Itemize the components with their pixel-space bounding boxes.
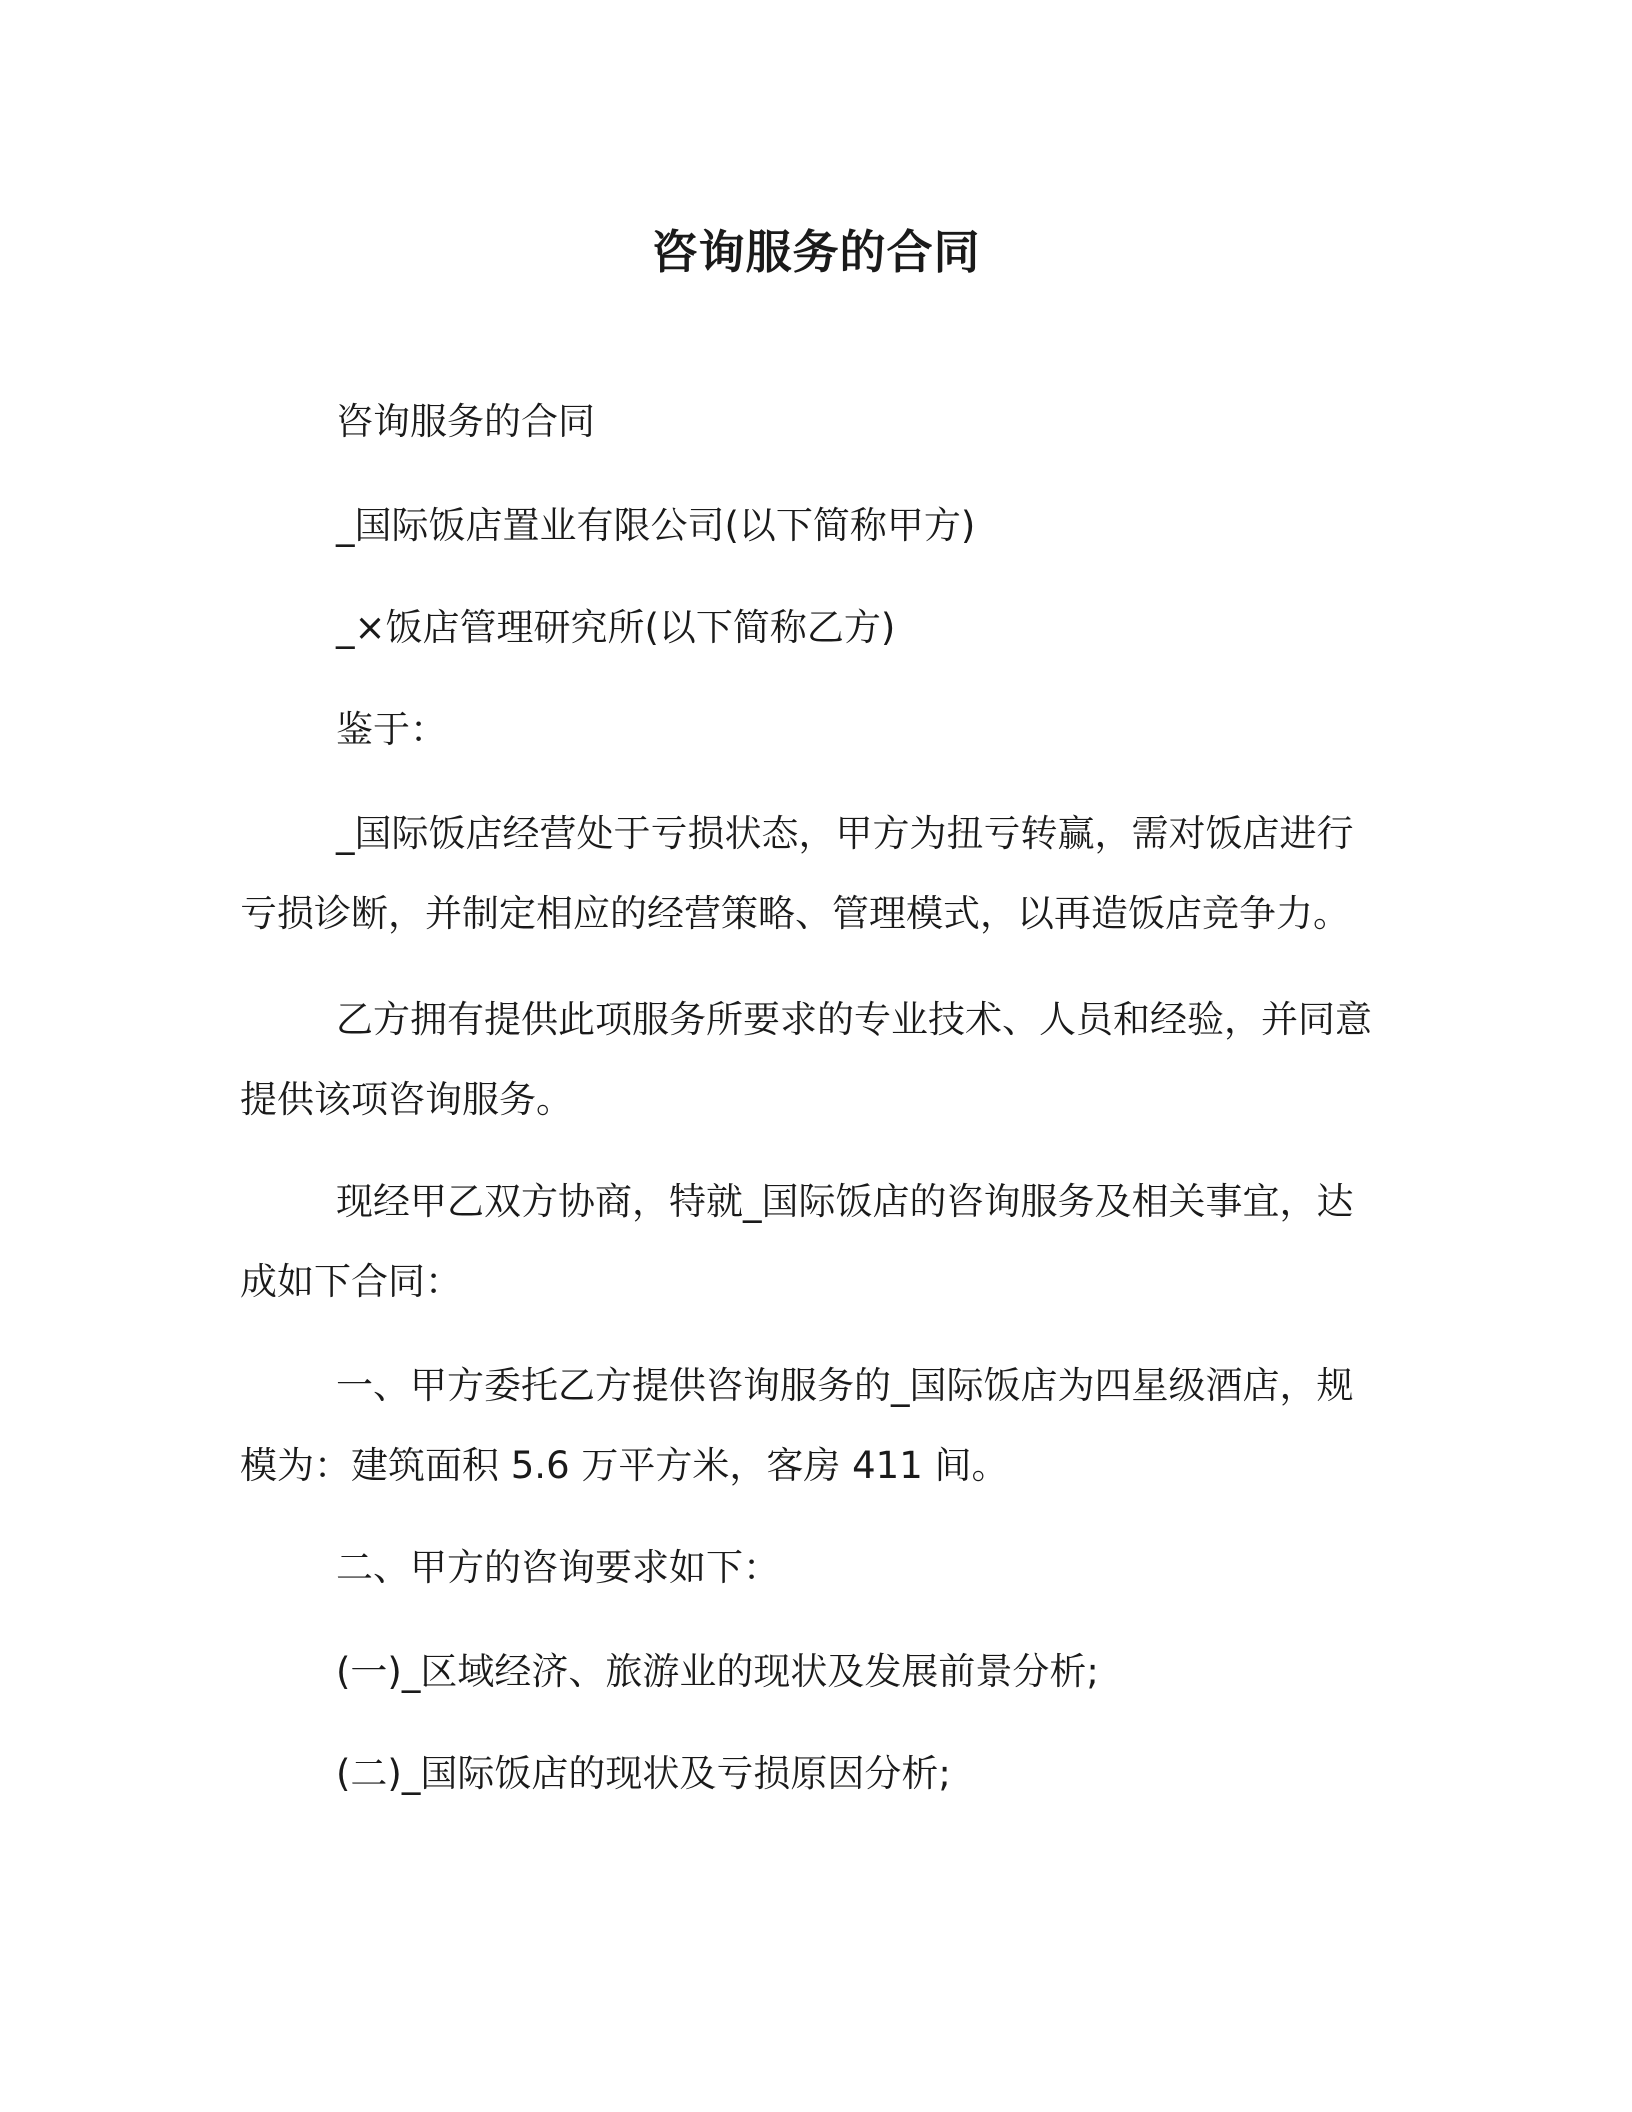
paragraph-text: 鉴于： <box>336 708 447 751</box>
paragraph-party-a <box>240 486 1390 566</box>
paragraph-text: _国际饭店置业有限公司(以下简称甲方) <box>336 504 976 547</box>
paragraph-agreement <box>240 1162 1390 1322</box>
paragraph-text: _国际饭店经营处于亏损状态，甲方为扭亏转赢，需对饭店进行亏损诊断，并制定相应的经营策略、管理模式，以再造饭店竞争力。 <box>240 812 1354 935</box>
paragraph-text: 乙方拥有提供此项服务所要求的专业技术、人员和经验，并同意提供该项咨询服务。 <box>240 998 1372 1121</box>
clause-two <box>240 1528 1390 1608</box>
paragraph-subtitle <box>240 382 1390 462</box>
paragraph-text: 咨询服务的合同 <box>336 400 595 443</box>
paragraph-text: 现经甲乙双方协商，特就_国际饭店的咨询服务及相关事宜，达成如下合同： <box>240 1180 1354 1303</box>
paragraph-party-b <box>240 588 1390 668</box>
paragraph-text: (一)_区域经济、旅游业的现状及发展前景分析; <box>336 1650 1099 1693</box>
clause-two-item-1 <box>240 1632 1390 1712</box>
paragraph-text: (二)_国际饭店的现状及亏损原因分析; <box>336 1752 951 1795</box>
paragraph-text: _×饭店管理研究所(以下简称乙方) <box>336 606 896 649</box>
paragraph-text: 一、甲方委托乙方提供咨询服务的_国际饭店为四星级酒店，规模为：建筑面积 5.6 万平方米，客房 411 间。 <box>240 1364 1354 1487</box>
paragraph-party-b-capability <box>240 980 1390 1140</box>
document-title: 咨询服务的合同 <box>651 225 981 279</box>
paragraph-whereas <box>240 690 1390 770</box>
clause-one <box>240 1346 1390 1506</box>
paragraph-text: 二、甲方的咨询要求如下： <box>336 1546 780 1589</box>
paragraph-background <box>240 794 1390 954</box>
clause-two-item-2 <box>240 1734 1390 1814</box>
